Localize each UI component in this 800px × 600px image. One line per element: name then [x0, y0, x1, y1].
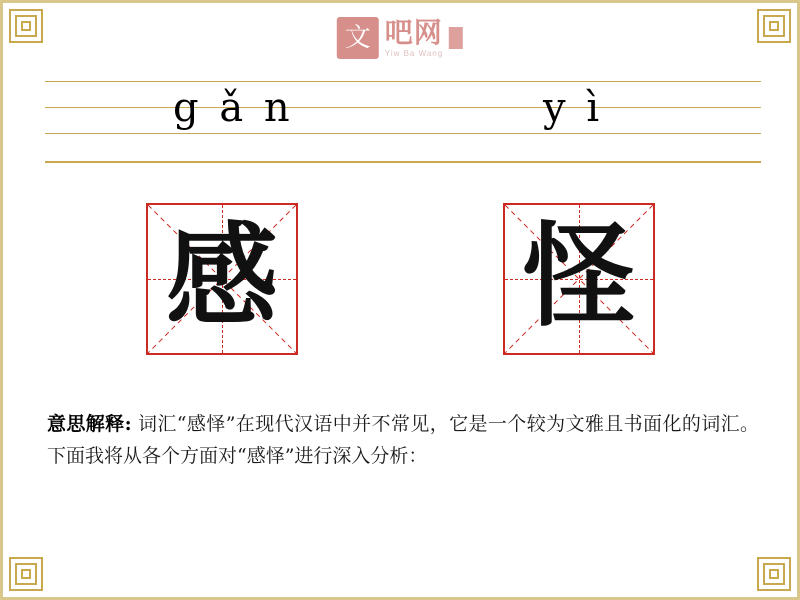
hanzi-character-1: 感	[166, 211, 278, 342]
staff-line-4	[45, 161, 761, 163]
pinyin-staff	[45, 81, 761, 165]
character-grid-box-2	[503, 203, 655, 355]
site-logo-watermark	[337, 17, 463, 59]
logo-text-block	[384, 15, 444, 58]
character-grid-box-1	[146, 203, 298, 355]
corner-ornament-top-right	[751, 9, 791, 49]
hanzi-character-2: 怪	[523, 211, 635, 342]
logo-subtitle: Yiw Ba Wang	[384, 48, 444, 58]
explanation-label: 意思解释:	[47, 413, 132, 435]
logo-badge-icon	[449, 27, 463, 49]
pinyin-syllable-1: g ǎ n	[173, 85, 294, 131]
staff-line-1	[45, 81, 761, 82]
pinyin-syllable-2: y ì	[543, 85, 604, 131]
corner-ornament-bottom-right	[751, 551, 791, 591]
staff-line-2	[45, 107, 761, 108]
staff-line-3	[45, 133, 761, 134]
explanation-text: 词汇“感怿”在现代汉语中并不常见，它是一个较为文雅且书面化的词汇。下面我将从各个方面对“感怿”进行深入分析：	[47, 413, 760, 467]
corner-ornament-top-left	[9, 9, 49, 49]
corner-ornament-bottom-left	[9, 551, 49, 591]
explanation-paragraph	[47, 408, 759, 472]
logo-name: 吧网	[384, 15, 443, 49]
logo-mark-icon: 文	[337, 17, 379, 59]
